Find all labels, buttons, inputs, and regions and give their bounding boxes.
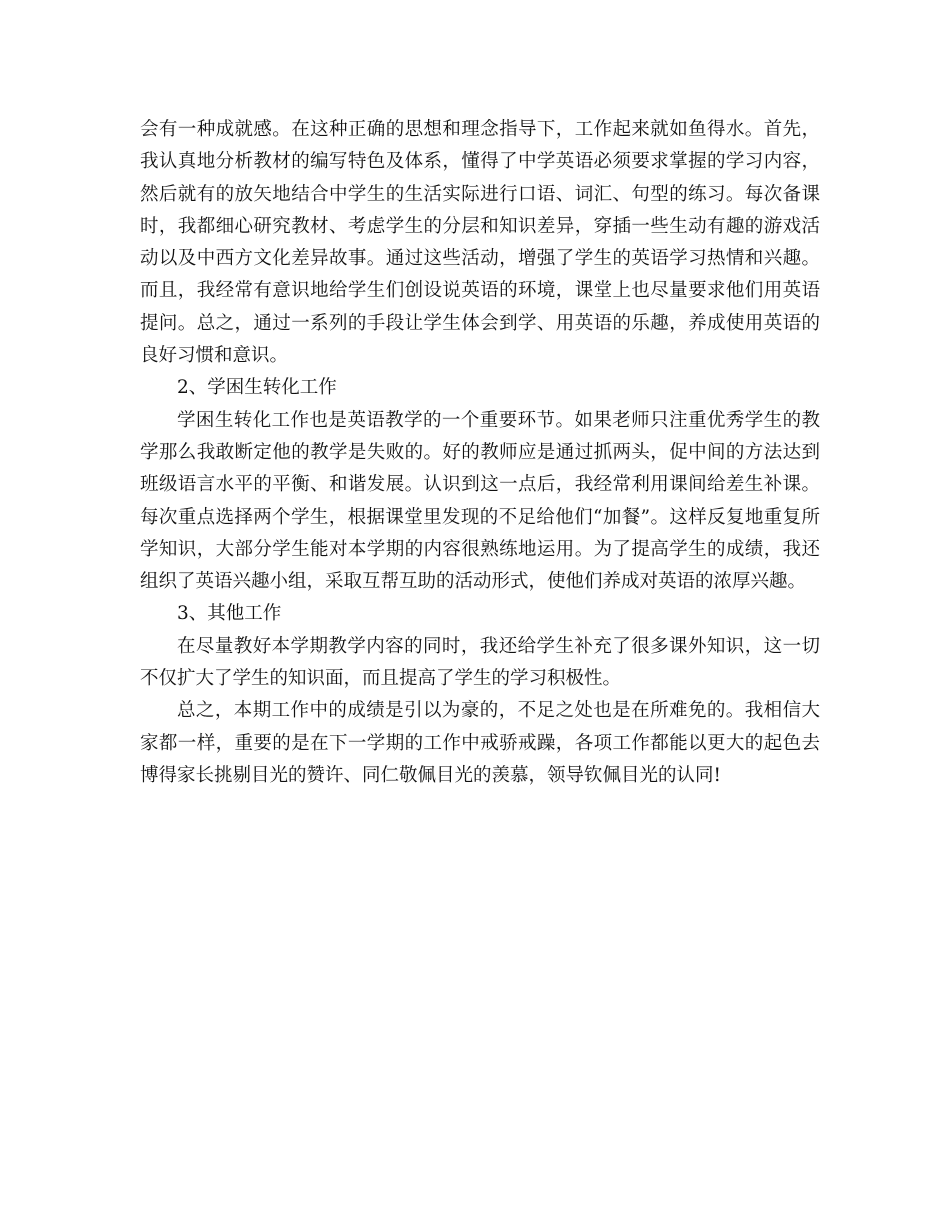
- paragraph-conclusion: 总之，本期工作中的成绩是引以为豪的，不足之处也是在所难免的。我相信大家都一样，重要的是在下一学期的工作中戒骄戒躁，各项工作都能以更大的起色去博得家长挑剔目光的赞许、同仁敬佩目光的羡慕，领导钦佩目光的认同!: [140, 700, 820, 786]
- paragraph-continuation: 会有一种成就感。在这种正确的思想和理念指导下，工作起来就如鱼得水。首先，我认真地分析教材的编写特色及体系，懂得了中学英语必须要求掌握的学习内容，然后就有的放矢地结合中学生的生活实际进行口语、词汇、句型的练习。每次备课时，我都细心研究教材、考虑学生的分层和知识差异，穿插一些生动有趣的游戏活动以及中西方文化差异故事。通过这些活动，增强了学生的英语学习热情和兴趣。而且，我经常有意识地给学生们创设说英语的环境，课堂上也尽量要求他们用英语提问。总之，通过一系列的手段让学生体会到学、用英语的乐趣，养成使用英语的良好习惯和意识。: [140, 119, 820, 367]
- paragraph-section-2: 学困生转化工作也是英语教学的一个重要环节。如果老师只注重优秀学生的教学那么我敢断定他的教学是失败的。好的教师应是通过抓两头，促中间的方法达到班级语言水平的平衡、和谐发展。认识到这一点后，我经常利用课间给差生补课。每次重点选择两个学生，根据课堂里发现的不足给他们“加餐”。这样反复地重复所学知识，大部分学生能对本学期的内容很熟练地运用。为了提高学生的成绩，我还组织了英语兴趣小组，采取互帮互助的活动形式，使他们养成对英语的浓厚兴趣。: [140, 409, 820, 593]
- paragraph-section-3: 在尽量教好本学期教学内容的同时，我还给学生补充了很多课外知识，这一切不仅扩大了学生的知识面，而且提高了学生的学习积极性。: [140, 635, 820, 690]
- section-heading-2: 2、学困生转化工作: [177, 377, 337, 399]
- section-heading-3: 3、其他工作: [177, 603, 282, 625]
- document-body: [140, 114, 820, 792]
